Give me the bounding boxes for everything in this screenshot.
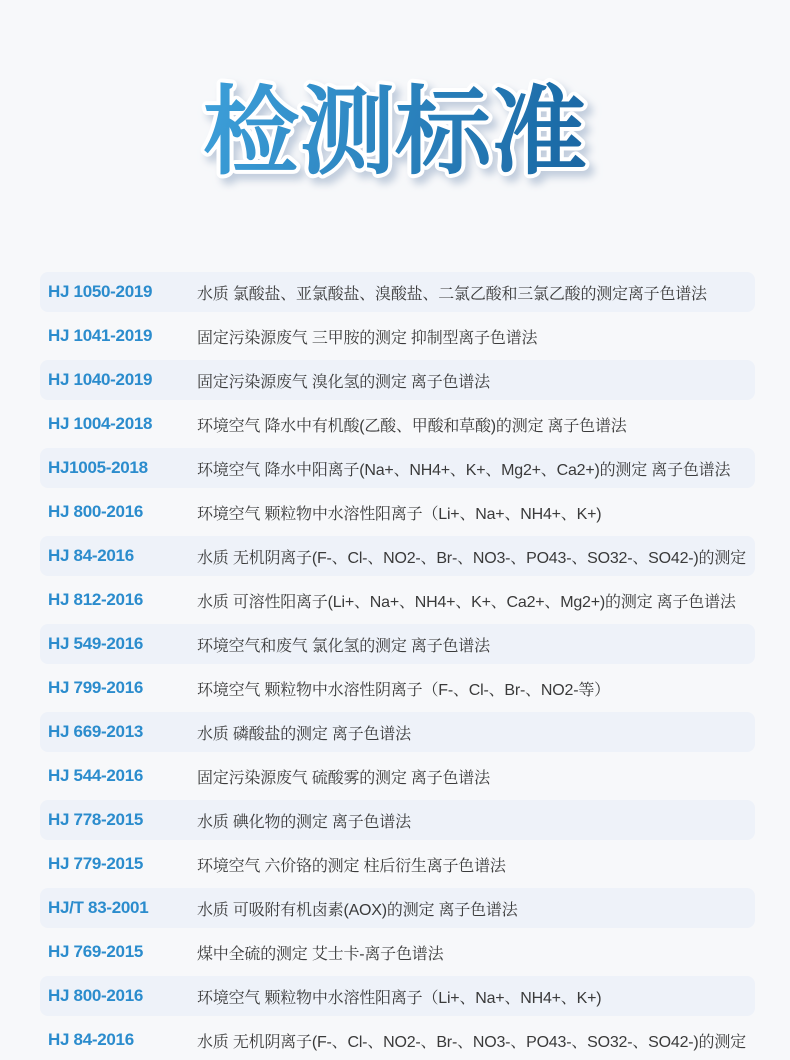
standard-description: 水质 可溶性阳离子(Li+、Na+、NH4+、K+、Ca2+、Mg2+)的测定 离子色谱法 [197,593,736,611]
standard-description: 环境空气 颗粒物中水溶性阳离子（Li+、Na+、NH4+、K+) [197,505,602,523]
standard-description: 水质 无机阴离子(F-、Cl-、NO2-、Br-、NO3-、PO43-、SO32-、SO42-)的测定 [197,1033,746,1051]
standard-description: 环境空气 颗粒物中水溶性阴离子（F-、Cl-、Br-、NO2-等） [197,681,610,699]
title-art [185,62,605,192]
standard-description: 环境空气 颗粒物中水溶性阳离子（Li+、Na+、NH4+、K+) [197,989,602,1007]
standard-code: HJ 769-2015 [48,942,143,961]
standard-code: HJ 800-2016 [48,986,143,1005]
standard-code: HJ 800-2016 [48,502,143,521]
standard-row [40,800,755,840]
standards-list [40,272,755,1060]
standard-code: HJ 669-2013 [48,722,143,741]
standard-row [40,1020,755,1060]
standard-code: HJ 799-2016 [48,678,143,697]
standard-code: HJ1005-2018 [48,458,148,477]
standard-code: HJ 1041-2019 [48,326,153,345]
standard-description: 水质 氯酸盐、亚氯酸盐、溴酸盐、二氯乙酸和三氯乙酸的测定离子色谱法 [197,285,707,303]
standard-row [40,976,755,1016]
standard-row [40,360,755,400]
standard-row [40,624,755,664]
standard-code: HJ 779-2015 [48,854,143,873]
standard-row [40,580,755,620]
standard-row [40,316,755,356]
standard-description: 固定污染源废气 硫酸雾的测定 离子色谱法 [197,769,490,787]
standard-description: 环境空气 六价铬的测定 柱后衍生离子色谱法 [197,857,506,875]
standard-description: 固定污染源废气 三甲胺的测定 抑制型离子色谱法 [197,329,538,347]
standard-description: 固定污染源废气 溴化氢的测定 离子色谱法 [197,373,490,391]
standard-description: 水质 磷酸盐的测定 离子色谱法 [197,725,411,743]
standard-row [40,712,755,752]
standard-row [40,404,755,444]
page-title-text: 检测标准 [203,75,587,188]
standard-code: HJ 544-2016 [48,766,143,785]
standard-description: 环境空气和废气 氯化氢的测定 离子色谱法 [197,637,490,655]
standard-row [40,888,755,928]
standard-row [40,492,755,532]
standard-description: 煤中全硫的测定 艾士卡-离子色谱法 [197,945,444,963]
standard-row [40,536,755,576]
standard-description: 环境空气 降水中有机酸(乙酸、甲酸和草酸)的测定 离子色谱法 [197,417,627,435]
standard-description: 水质 无机阴离子(F-、Cl-、NO2-、Br-、NO3-、PO43-、SO32-、SO42-)的测定 [197,549,746,567]
standard-code: HJ 549-2016 [48,634,143,653]
standard-row [40,272,755,312]
standard-description: 水质 可吸附有机卤素(AOX)的测定 离子色谱法 [197,901,518,919]
standard-code: HJ 1004-2018 [48,414,153,433]
standard-code: HJ/T 83-2001 [48,898,149,917]
standard-code: HJ 1040-2019 [48,370,153,389]
standard-row [40,448,755,488]
standard-row [40,756,755,796]
standard-row [40,932,755,972]
standard-description: 环境空气 降水中阳离子(Na+、NH4+、K+、Mg2+、Ca2+)的测定 离子色谱法 [197,461,731,479]
page-title [0,0,790,192]
standard-row [40,668,755,708]
standard-code: HJ 1050-2019 [48,282,153,301]
standard-description: 水质 碘化物的测定 离子色谱法 [197,813,411,831]
standard-code: HJ 778-2015 [48,810,143,829]
standard-code: HJ 84-2016 [48,546,134,565]
standard-code: HJ 84-2016 [48,1030,134,1049]
standard-row [40,844,755,884]
standard-code: HJ 812-2016 [48,590,143,609]
